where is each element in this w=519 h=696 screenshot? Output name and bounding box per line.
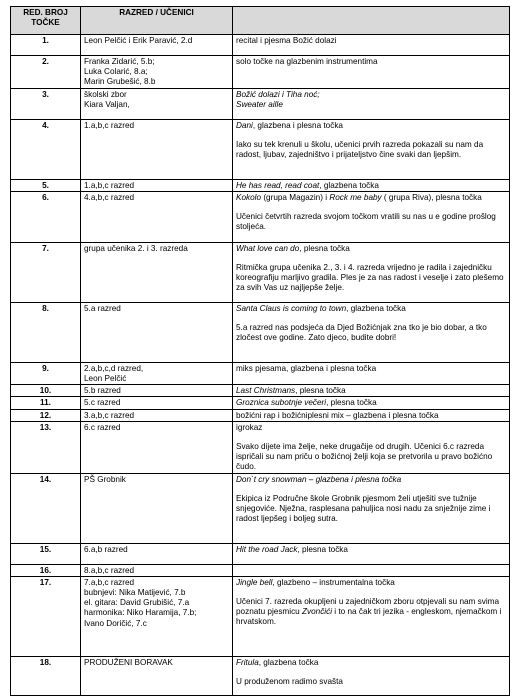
table-row <box>11 35 510 56</box>
title-part: , plesna točka <box>297 544 348 554</box>
row-performers <box>81 421 233 473</box>
title-part: He has read, read coat <box>236 180 320 190</box>
row-number: 3. <box>11 88 81 119</box>
row-number: 6. <box>11 191 81 242</box>
performer-line: Ivano Doričić, 7.c <box>84 618 147 628</box>
table-row <box>11 397 510 409</box>
title-part: Dani <box>236 120 253 130</box>
spacer <box>236 131 506 140</box>
performer-line: 5.b razred <box>84 386 121 396</box>
row-performers <box>81 88 233 119</box>
row-program <box>233 397 510 409</box>
title-part: Božić dolazi i Tiha noć; <box>236 89 320 99</box>
performer-line: 3.a,b,c razred <box>84 410 135 420</box>
title-part: Hit the road Jack <box>236 544 298 554</box>
title-part: , plesna točka <box>295 386 346 396</box>
title-part: , plesna točka <box>299 243 350 253</box>
spacer <box>236 668 506 677</box>
performer-line: 4.a,b,c razred <box>84 192 135 202</box>
program-title <box>236 193 506 203</box>
title-part: Last Christmans <box>236 386 296 396</box>
row-number: 4. <box>11 119 81 179</box>
performer-line: Leon Pelčić <box>84 374 127 384</box>
program-table <box>10 6 510 696</box>
table-row <box>11 88 510 119</box>
header-number: RED. BROJ TOČKE <box>11 7 81 35</box>
row-program <box>233 576 510 656</box>
table-row <box>11 576 510 656</box>
performer-line: Leon Pelčić i Erik Paravić, 2.d <box>84 36 193 45</box>
performer-line: 5.c razred <box>84 398 121 408</box>
performer-line: Franka Zidarić, 5.b; <box>84 57 155 66</box>
title-part: igrokaz <box>236 422 263 432</box>
program-title <box>236 423 506 433</box>
program-title <box>236 658 506 668</box>
row-program <box>233 191 510 242</box>
row-program <box>233 302 510 362</box>
row-number: 7. <box>11 242 81 302</box>
row-number: 5. <box>11 179 81 191</box>
table-row <box>11 385 510 397</box>
program-title <box>236 578 506 588</box>
title-part: , plesna točka <box>326 398 377 408</box>
title-part: Rock me baby <box>329 192 382 202</box>
row-performers <box>81 191 233 242</box>
table-row <box>11 409 510 421</box>
row-number: 2. <box>11 56 81 89</box>
row-number: 8. <box>11 302 81 362</box>
row-performers <box>81 56 233 89</box>
performer-line: el. gitara: David Grubišić, 7.a <box>84 598 190 608</box>
row-performers <box>81 119 233 179</box>
row-program <box>233 421 510 473</box>
row-number: 1. <box>11 35 81 56</box>
table-row <box>11 656 510 695</box>
row-performers <box>81 302 233 362</box>
program-title <box>236 121 506 131</box>
row-program <box>233 362 510 384</box>
row-performers <box>81 409 233 421</box>
row-program <box>233 473 510 543</box>
title-part: , glazbeno – instrumentalna točka <box>272 577 395 587</box>
description-part: Učenici 7. razreda okupljeni u zajedničkom zboru otpjevali su nam svima poznatu pjesmicu <box>236 597 500 617</box>
title-part: miks pjesama, glazbena i plesna točka <box>236 363 377 373</box>
table-row <box>11 56 510 89</box>
row-performers <box>81 179 233 191</box>
title-part: ( grupa Riva), plesna točka <box>381 192 482 202</box>
description-part: Zvončići <box>302 607 333 617</box>
row-program <box>233 543 510 564</box>
program-description <box>236 597 506 628</box>
row-number: 14. <box>11 473 81 543</box>
row-number: 18. <box>11 656 81 695</box>
header-description <box>233 7 510 35</box>
table-row <box>11 302 510 362</box>
title-part: božićni rap i božićniplesni mix – glazbena i plesna točka <box>236 410 439 420</box>
title-part: solo točke na glazbenim instrumentima <box>236 57 378 66</box>
performer-line: Marin Grubešić, 8.b <box>84 77 156 87</box>
program-description: Učenici četvrtih razreda svojom točkom vratili su nas u e godine prošlog stoljeća. <box>236 212 496 232</box>
program-title <box>236 181 506 191</box>
program-title <box>236 398 506 408</box>
row-performers <box>81 385 233 397</box>
spacer <box>236 254 506 263</box>
row-number: 13. <box>11 421 81 473</box>
row-program <box>233 656 510 695</box>
performer-line: 1.a,b,c razred <box>84 180 135 190</box>
row-performers <box>81 564 233 576</box>
table-row <box>11 473 510 543</box>
program-title <box>236 386 506 396</box>
program-title <box>236 244 506 254</box>
performer-line: Kiara Valjan, <box>84 99 130 109</box>
header-class-students: RAZRED / UČENICI <box>81 7 233 35</box>
row-program <box>233 119 510 179</box>
description-part: i to na čak tri jezika - engleskom, njemačkom i hrvatskom. <box>236 607 502 627</box>
header-row <box>11 7 510 35</box>
program-description: U produženom radimo svašta <box>236 677 343 687</box>
performer-line: PŠ Grobnik <box>84 474 126 484</box>
spacer <box>236 485 506 494</box>
program-description: Iako su tek krenuli u školu, učenici prvih razreda pokazali su nam da radost, ljubav, zajedništvo i prijateljstvo čine svaki dan ljepšim. <box>236 139 484 160</box>
title-part: , glazbena točka <box>346 303 406 313</box>
table-row <box>11 362 510 384</box>
performer-line: bubnjevi: Nika Matijević, 7.b <box>84 588 186 598</box>
program-description: Ritmička grupa učenika 2., 3. i 4. razreda vrijedno je radila i zajedničku koreografiju marljivo gradila. Ples je za nas radost i veselje i zato plešemo za svih Vas uz najljepše želje. <box>236 263 504 293</box>
row-performers <box>81 242 233 302</box>
program-title <box>236 364 506 374</box>
program-title <box>236 411 506 421</box>
performer-line: grupa učenika 2. i 3. razreda <box>84 243 188 253</box>
table-row <box>11 543 510 564</box>
performer-line: 1.a,b,c razred <box>84 120 135 130</box>
spacer <box>236 433 506 442</box>
program-title <box>236 304 506 314</box>
spacer <box>236 203 506 212</box>
row-performers <box>81 543 233 564</box>
performer-line: 6.a,b razred <box>84 544 128 554</box>
table-row <box>11 191 510 242</box>
row-program <box>233 385 510 397</box>
row-performers <box>81 397 233 409</box>
table-row <box>11 564 510 576</box>
row-program <box>233 88 510 119</box>
program-title <box>236 545 506 555</box>
row-number: 12. <box>11 409 81 421</box>
row-program <box>233 56 510 89</box>
row-performers <box>81 473 233 543</box>
performer-line: 6.c razred <box>84 422 121 432</box>
program-description: 5.a razred nas podsjeća da Djed Božićnjak zna tko je bio dobar, a tko zločest ove godine. Zato djeco, budite dobri! <box>236 323 487 343</box>
row-program <box>233 409 510 421</box>
performer-line: Luka Colarić, 8.a; <box>84 67 148 77</box>
program-title <box>236 57 506 67</box>
performer-line: 8.a,b,c razred <box>84 565 135 575</box>
title-part: (grupa Magazin) i <box>261 192 330 202</box>
spacer <box>236 588 506 597</box>
title-part: recital i pjesma Božić dolazi <box>236 36 337 45</box>
table-row <box>11 242 510 302</box>
row-performers <box>81 35 233 56</box>
row-performers <box>81 656 233 695</box>
title-part: Don`t cry snowman – glazbena i plesna točka <box>236 474 402 484</box>
program-title <box>236 475 506 485</box>
title-part: What love can do <box>236 243 300 253</box>
table-row <box>11 421 510 473</box>
performer-line: 7.a,b,c razred <box>84 577 135 587</box>
program-title <box>236 90 506 110</box>
row-number: 17. <box>11 576 81 656</box>
title-part: Santa Claus is coming to town <box>236 303 347 313</box>
spacer <box>236 314 506 323</box>
title-part: Kokolo <box>236 192 262 202</box>
row-program <box>233 179 510 191</box>
table-row <box>11 119 510 179</box>
performer-line: PRODUŽENI BORAVAK <box>84 657 173 667</box>
program-description: Svako dijete ima želje, neke drugačije od drugih. Učenici 6.c razreda ispričali su nam priču o božićnoj želji koja se pretvorila u pravo božićno čudo. <box>236 442 493 472</box>
row-number: 9. <box>11 362 81 384</box>
title-part: Fritula <box>236 657 259 667</box>
title-part: Groznica subotnje večeri <box>236 398 327 408</box>
performer-line: 2.a,b,c,d razred, <box>84 363 144 373</box>
title-part: Jingle bell <box>236 577 273 587</box>
row-number: 15. <box>11 543 81 564</box>
row-program <box>233 242 510 302</box>
row-performers <box>81 362 233 384</box>
title-part: , glazbena točka <box>319 180 379 190</box>
title-part: , glazbena točka <box>258 657 319 667</box>
row-program <box>233 564 510 576</box>
performer-line: školski zbor <box>84 89 127 99</box>
row-program <box>233 35 510 56</box>
row-number: 10. <box>11 385 81 397</box>
title-part: , glazbena i plesna točka <box>252 120 343 130</box>
row-number: 11. <box>11 397 81 409</box>
row-performers <box>81 576 233 656</box>
row-number: 16. <box>11 564 81 576</box>
performer-line: harmonika: Niko Haramija, 7.b; <box>84 608 197 618</box>
table-row <box>11 179 510 191</box>
performer-line: 5.a razred <box>84 303 121 313</box>
title-part: Sweater aille <box>236 99 283 109</box>
program-description: Ekipica iz Područne škole Grobnik pjesmom želi utješiti sve tužnije snjegoviće. Nježna, rasplesana pahuljica nosi nadu za snježnije zime i radost ljepšeg i boljeg sutra. <box>236 493 491 524</box>
program-title <box>236 36 506 46</box>
